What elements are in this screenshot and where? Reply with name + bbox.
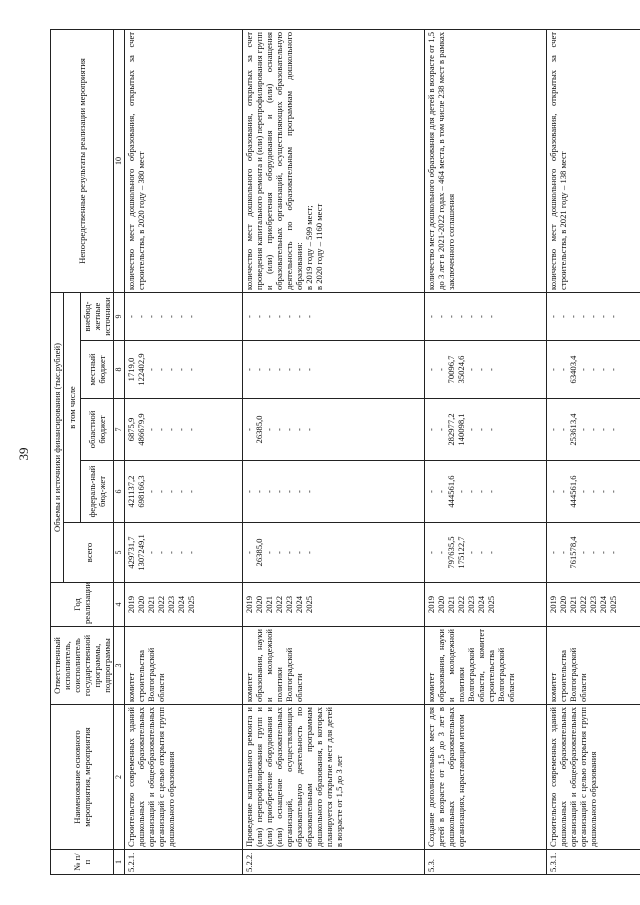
result-cell: количество мест дошкольного образования для детей в возрасте от 1,5 до 3 лет в 2021-2022 годах – 464 места, в том числе 238 мест в рамках заключенного соглашения — [424, 29, 546, 292]
regional-cell-value: - — [425, 428, 436, 431]
regional-cell-value: 6875,9 — [125, 417, 136, 442]
regional-cell-value: - — [293, 428, 304, 431]
header-total: всего — [64, 523, 114, 583]
result-cell: количество мест дошкольного образования, открытых за счет строительства, в 2020 году – 380 мест — [124, 29, 242, 292]
years-cell-value: 2021 — [445, 595, 456, 614]
extra-cell-value: - — [557, 315, 568, 318]
regional-cell-value: - — [485, 428, 496, 431]
col-number: 2 — [114, 705, 124, 850]
federal-cell — [546, 461, 640, 523]
measure-name: Строительство современных зданий дошкольных образовательных организаций и общеобразовательных организаций с целью открытия групп дошкольного образования — [546, 705, 640, 850]
extra-cell-value: - — [435, 315, 446, 318]
federal-cell — [242, 461, 424, 523]
header-name: Наименование основного мероприятия, мероприятия — [51, 705, 114, 850]
federal-cell-value: - — [577, 490, 588, 493]
regional-cell-value: - — [597, 428, 608, 431]
years-cell-value: 2025 — [185, 595, 196, 614]
measure-name: Создание дополнительных мест для детей в возрасте от 1,5 до 3 лет в дошкольных образовательных организациях, нарастающим итогом — [424, 705, 546, 850]
total-cell-value: - — [165, 551, 176, 554]
total-cell-value: - — [587, 551, 598, 554]
federal-cell-value: - — [283, 490, 294, 493]
measure-name: Проведение капитального ремонта и (или) перепрофилирования групп и (или) приобретение оборудования и (или) оснащение образовательных организаций, осуществляющих образовательную деятельность по образовательным программам дошкольного образования, в которых планируется открытие мест для детей в возрасте от 1,5 до 3 лет — [242, 705, 424, 850]
federal-cell-value: - — [145, 490, 156, 493]
extra-cell-value: - — [597, 315, 608, 318]
local-cell-value: - — [273, 368, 284, 371]
extra-cell-value: - — [243, 315, 254, 318]
local-cell-value: - — [597, 368, 608, 371]
regional-cell-value: - — [155, 428, 166, 431]
responsible-executor: комитет образования, науки и молодежной политики Волгоградской области, комитет строительства Волгоградской области — [424, 627, 546, 705]
responsible-executor: комитет строительства Волгоградской области — [546, 627, 640, 705]
local-cell-value: - — [425, 368, 436, 371]
years-cell-value: 2024 — [597, 595, 608, 614]
header-regional: областной бюджет — [81, 399, 114, 461]
federal-cell — [424, 461, 546, 523]
federal-cell-value: - — [557, 490, 568, 493]
extra-cell-value: - — [273, 315, 284, 318]
years-cell-value: 2022 — [155, 595, 166, 614]
col-number: 1 — [114, 850, 124, 875]
years-cell-value: 2023 — [587, 595, 598, 614]
total-cell-value: - — [175, 551, 186, 554]
extra-cell-value: - — [455, 315, 466, 318]
total-cell-value: 761578,4 — [567, 536, 578, 569]
col-number: 6 — [114, 461, 124, 523]
federal-cell-value: - — [253, 490, 264, 493]
result-cell — [242, 29, 424, 292]
years-cell — [124, 583, 242, 627]
rotated-table-area — [50, 30, 620, 875]
total-cell-value: - — [145, 551, 156, 554]
header-year: Год реализации — [51, 583, 114, 627]
total-cell — [242, 523, 424, 583]
years-cell-value: 2019 — [125, 595, 136, 614]
federal-cell-value: - — [293, 490, 304, 493]
years-cell-value: 2024 — [175, 595, 186, 614]
total-cell-value: 1307249,1 — [135, 534, 146, 571]
total-cell-value: - — [475, 551, 486, 554]
regional-cell-value: - — [475, 428, 486, 431]
federal-cell-value: - — [607, 490, 618, 493]
local-cell-value: - — [293, 368, 304, 371]
regional-cell-value: - — [165, 428, 176, 431]
regional-cell-value: - — [185, 428, 196, 431]
local-cell-value: - — [185, 368, 196, 371]
total-cell-value: - — [303, 551, 314, 554]
extra-cell-value: - — [485, 315, 496, 318]
years-cell — [424, 583, 546, 627]
years-cell-value: 2023 — [283, 595, 294, 614]
regional-cell — [124, 399, 242, 461]
years-cell-value: 2025 — [485, 595, 496, 614]
years-cell — [546, 583, 640, 627]
regional-cell-value: - — [587, 428, 598, 431]
federal-cell-value: - — [303, 490, 314, 493]
total-cell-value: - — [185, 551, 196, 554]
years-cell-value: 2024 — [475, 595, 486, 614]
regional-cell-value: - — [607, 428, 618, 431]
extra-cell-value: - — [445, 315, 456, 318]
extra-cell-value: - — [185, 315, 196, 318]
measure-name: Строительство современных зданий дошкольных образовательных организаций и общеобразовательных организаций с целью открытия групп дошкольного образования — [124, 705, 242, 850]
extra-cell-value: - — [607, 315, 618, 318]
federal-cell-value: - — [155, 490, 166, 493]
header-funding: Объемы и источники финансирования (тыс.рублей) — [51, 292, 64, 582]
local-cell-value: - — [263, 368, 274, 371]
col-number: 3 — [114, 627, 124, 705]
local-cell-value: - — [175, 368, 186, 371]
local-cell-value: - — [577, 368, 588, 371]
total-cell-value: 797635,5 — [445, 536, 456, 569]
years-cell-value: 2020 — [435, 595, 446, 614]
extra-cell-value: - — [567, 315, 578, 318]
total-cell-value: - — [435, 551, 446, 554]
years-cell-value: 2020 — [557, 595, 568, 614]
col-number: 7 — [114, 399, 124, 461]
federal-cell-value: 444561,6 — [567, 475, 578, 508]
total-cell-value: - — [557, 551, 568, 554]
local-cell-value: - — [475, 368, 486, 371]
extra-cell-value: - — [547, 315, 558, 318]
local-cell-value: - — [465, 368, 476, 371]
total-cell — [124, 523, 242, 583]
total-cell-value: 429731,7 — [125, 536, 136, 569]
federal-cell — [124, 461, 242, 523]
total-cell-value: - — [293, 551, 304, 554]
federal-cell-value: - — [425, 490, 436, 493]
total-cell-value: 26385,0 — [253, 538, 264, 567]
local-cell — [242, 341, 424, 399]
local-cell-value: 35024,6 — [455, 355, 466, 384]
extra-cell-value: - — [465, 315, 476, 318]
regional-cell-value: 282977,2 — [445, 413, 456, 446]
regional-cell-value: - — [175, 428, 186, 431]
extra-cell — [242, 292, 424, 340]
extra-cell-value: - — [303, 315, 314, 318]
local-cell-value: 63403,4 — [567, 355, 578, 384]
years-cell — [242, 583, 424, 627]
federal-cell-value: - — [465, 490, 476, 493]
extra-cell-value: - — [125, 315, 136, 318]
regional-cell-value: - — [303, 428, 314, 431]
federal-cell-value: 421137,2 — [125, 475, 136, 508]
local-cell-value: - — [283, 368, 294, 371]
extra-cell-value: - — [425, 315, 436, 318]
total-cell-value: - — [155, 551, 166, 554]
col-number: 8 — [114, 341, 124, 399]
local-cell-value: - — [303, 368, 314, 371]
header-responsible: Ответственный исполнитель, соисполнитель государственной программы, подпрограммы — [51, 627, 114, 705]
local-cell-value: 1719,0 — [125, 357, 136, 382]
extra-cell-value: - — [577, 315, 588, 318]
regional-cell-value: - — [435, 428, 446, 431]
years-cell-value: 2019 — [547, 595, 558, 614]
years-cell-value: 2023 — [165, 595, 176, 614]
federal-cell-value: - — [547, 490, 558, 493]
total-cell-value: - — [273, 551, 284, 554]
years-cell-value: 2021 — [145, 595, 156, 614]
regional-cell-value: - — [273, 428, 284, 431]
years-cell-value: 2021 — [567, 595, 578, 614]
years-cell-value: 2022 — [455, 595, 466, 614]
page-number: 39 — [16, 447, 31, 461]
extra-cell-value: - — [587, 315, 598, 318]
header-result: Непосредственные результаты реализации мероприятия — [51, 29, 114, 292]
extra-cell-value: - — [135, 315, 146, 318]
years-cell-value: 2020 — [253, 595, 264, 614]
regional-cell-value: - — [547, 428, 558, 431]
result-line: количество мест дошкольного образования, открытых за счет проведения капитального ремонта и (или) перепрофилирования групп и (или) приобретения оборудования и (или) оснащения образовательных организаций, осуществляющих образовательную деятельность по образовательным программам дошкольного образования: — [243, 31, 304, 290]
total-cell — [424, 523, 546, 583]
extra-cell-value: - — [253, 315, 264, 318]
years-cell-value: 2025 — [607, 595, 618, 614]
local-cell-value: - — [607, 368, 618, 371]
federal-cell-value: - — [587, 490, 598, 493]
federal-cell-value: - — [263, 490, 274, 493]
local-cell-value: - — [155, 368, 166, 371]
local-cell-value: - — [165, 368, 176, 371]
regional-cell-value: 140098,1 — [455, 413, 466, 446]
local-cell-value: - — [145, 368, 156, 371]
col-number: 4 — [114, 583, 124, 627]
local-cell — [124, 341, 242, 399]
extra-cell — [124, 292, 242, 340]
local-cell-value: - — [587, 368, 598, 371]
years-cell-value: 2024 — [293, 595, 304, 614]
total-cell-value: - — [425, 551, 436, 554]
header-incl: в том числе — [64, 292, 81, 522]
years-cell-value: 2025 — [303, 595, 314, 614]
regional-cell-value: 253613,4 — [567, 413, 578, 446]
total-cell-value: - — [547, 551, 558, 554]
table-row — [546, 29, 640, 874]
regional-cell-value: - — [557, 428, 568, 431]
local-cell — [424, 341, 546, 399]
table-row — [424, 29, 546, 874]
extra-cell-value: - — [165, 315, 176, 318]
local-cell-value: - — [253, 368, 264, 371]
total-cell-value: - — [597, 551, 608, 554]
federal-cell-value: - — [175, 490, 186, 493]
result-line: в 2020 году – 1160 мест — [313, 203, 324, 290]
extra-cell-value: - — [145, 315, 156, 318]
federal-cell-value: 698166,3 — [135, 475, 146, 508]
local-cell-value: - — [557, 368, 568, 371]
row-number: 5.2.2. — [242, 850, 424, 875]
total-cell — [546, 523, 640, 583]
regional-cell-value: - — [145, 428, 156, 431]
extra-cell-value: - — [155, 315, 166, 318]
row-number: 5.3.1. — [546, 850, 640, 875]
years-cell-value: 2022 — [577, 595, 588, 614]
total-cell-value: - — [243, 551, 254, 554]
years-cell-value: 2021 — [263, 595, 274, 614]
regional-cell-value: - — [465, 428, 476, 431]
header-local: местный бюджет — [81, 341, 114, 399]
extra-cell-value: - — [175, 315, 186, 318]
federal-cell-value: - — [165, 490, 176, 493]
local-cell-value: - — [485, 368, 496, 371]
program-table — [50, 29, 640, 875]
regional-cell-value: - — [577, 428, 588, 431]
regional-cell-value: 486679,9 — [135, 413, 146, 446]
local-cell-value: 70096,7 — [445, 355, 456, 384]
extra-cell-value: - — [283, 315, 294, 318]
federal-cell-value: - — [243, 490, 254, 493]
regional-cell — [424, 399, 546, 461]
responsible-executor: комитет образования, науки и молодежной политики Волгоградской области — [242, 627, 424, 705]
federal-cell-value: - — [435, 490, 446, 493]
table-row — [242, 29, 424, 874]
regional-cell-value: 26385,0 — [253, 415, 264, 444]
total-cell-value: - — [263, 551, 274, 554]
row-number: 5.3. — [424, 850, 546, 875]
federal-cell-value: 444561,6 — [445, 475, 456, 508]
total-cell-value: - — [283, 551, 294, 554]
extra-cell-value: - — [293, 315, 304, 318]
col-number: 10 — [114, 29, 124, 292]
regional-cell — [546, 399, 640, 461]
row-number: 5.2.1. — [124, 850, 242, 875]
col-number: 5 — [114, 523, 124, 583]
local-cell-value: - — [435, 368, 446, 371]
header-num: № п/п — [51, 850, 114, 875]
col-number: 9 — [114, 292, 124, 340]
regional-cell-value: - — [263, 428, 274, 431]
years-cell-value: 2019 — [425, 595, 436, 614]
extra-cell-value: - — [263, 315, 274, 318]
regional-cell — [242, 399, 424, 461]
result-line: в 2019 году – 599 мест; — [303, 205, 314, 290]
federal-cell-value: - — [185, 490, 196, 493]
extra-cell — [546, 292, 640, 340]
total-cell-value: - — [465, 551, 476, 554]
total-cell-value: - — [577, 551, 588, 554]
header-federal: федераль-ный бюд-жет — [81, 461, 114, 523]
responsible-executor: комитет строительства Волгоградской области — [124, 627, 242, 705]
years-cell-value: 2019 — [243, 595, 254, 614]
regional-cell-value: - — [243, 428, 254, 431]
local-cell-value: 122402,9 — [135, 353, 146, 386]
federal-cell-value: - — [597, 490, 608, 493]
total-cell-value: - — [485, 551, 496, 554]
header-extra: внебюд-жетные источники — [81, 292, 114, 340]
federal-cell-value: - — [455, 490, 466, 493]
extra-cell-value: - — [475, 315, 486, 318]
local-cell-value: - — [547, 368, 558, 371]
local-cell-value: - — [243, 368, 254, 371]
table-row — [124, 29, 242, 874]
years-cell-value: 2023 — [465, 595, 476, 614]
years-cell-value: 2022 — [273, 595, 284, 614]
federal-cell-value: - — [485, 490, 496, 493]
regional-cell-value: - — [283, 428, 294, 431]
years-cell-value: 2020 — [135, 595, 146, 614]
total-cell-value: - — [607, 551, 618, 554]
federal-cell-value: - — [475, 490, 486, 493]
total-cell-value: 175122,7 — [455, 536, 466, 569]
local-cell — [546, 341, 640, 399]
federal-cell-value: - — [273, 490, 284, 493]
extra-cell — [424, 292, 546, 340]
result-cell: количество мест дошкольного образования, открытых за счет строительства, в 2021 году – 138 мест — [546, 29, 640, 292]
